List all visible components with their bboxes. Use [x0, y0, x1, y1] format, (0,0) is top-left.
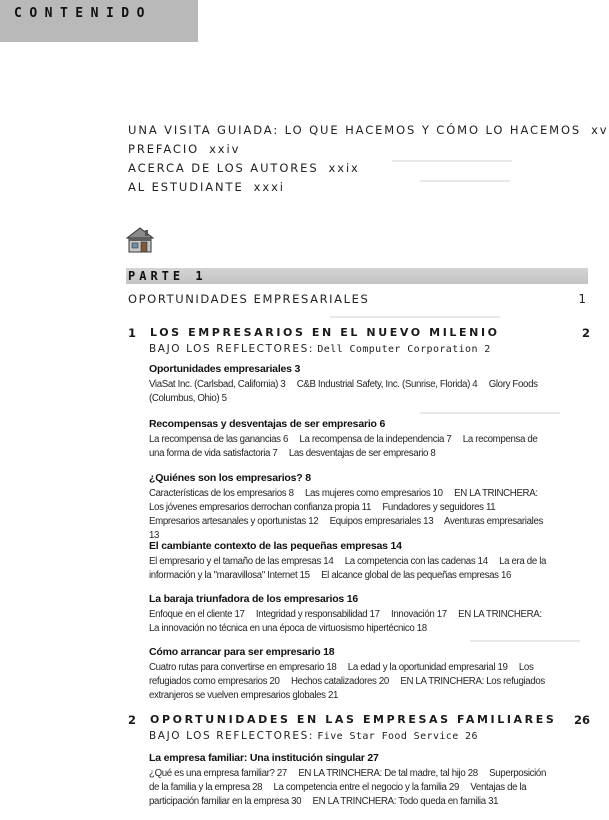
section-entry[interactable]: Hechos catalizadores 20: [290, 676, 389, 687]
section-entry[interactable]: Aventuras empresariales 13: [149, 516, 543, 541]
spotlight-company: Dell Computer Corporation 2: [317, 344, 491, 355]
section-title[interactable]: Recompensas y desventajas de ser empresario 6: [149, 418, 386, 430]
front-matter-item[interactable]: [128, 178, 588, 197]
section-entry[interactable]: Glory Foods (Columbus, Ohio) 5: [149, 379, 538, 404]
spotlight-company: Five Star Food Service 26: [317, 731, 478, 742]
section-title[interactable]: Oportunidades empresariales 3: [149, 363, 301, 375]
toc-section: [149, 418, 551, 461]
section-title[interactable]: Cómo arrancar para ser empresario 18: [149, 646, 335, 658]
section-entries: [149, 433, 551, 461]
chapter-page-number: 26: [573, 713, 590, 727]
part-heading-band: [126, 268, 588, 284]
section-entry[interactable]: EN LA TRINCHERA: Todo queda en familia 31: [312, 796, 499, 807]
front-matter-title: AL ESTUDIANTE: [128, 180, 244, 194]
section-entries: [149, 661, 551, 703]
bleed-through-mark: [470, 640, 580, 642]
section-entry[interactable]: Características de los empresarios 8: [149, 488, 294, 499]
section-entry[interactable]: Cuatro rutas para convertirse en empresario 18: [149, 662, 337, 673]
section-title[interactable]: La empresa familiar: Una institución singular 27: [149, 752, 379, 764]
section-title[interactable]: La baraja triunfadora de los empresarios 16: [149, 593, 359, 605]
chapter-1-spotlight[interactable]: [149, 343, 491, 355]
front-matter-list: [128, 121, 609, 197]
section-entries: [149, 608, 551, 636]
section-entry[interactable]: Enfoque en el cliente 17: [149, 609, 245, 620]
section-entry[interactable]: Integridad y responsabilidad 17: [255, 609, 380, 620]
chapter-2-heading[interactable]: [128, 713, 590, 729]
section-entry[interactable]: C&B Industrial Safety, Inc. (Sunrise, Florida) 4: [296, 379, 478, 390]
section-entry[interactable]: EN LA TRINCHERA: La innovación no técnica en una época de virtuosismo hipertécnico 18: [149, 609, 542, 634]
front-matter-title: ACERCA DE LOS AUTORES: [128, 161, 319, 175]
section-entry[interactable]: El empresario y el tamaño de las empresas 14: [149, 556, 334, 567]
header-band: [0, 0, 198, 42]
section-entries: [149, 555, 551, 583]
section-entry[interactable]: Ventajas de la participación familiar en la empresa 30: [149, 782, 527, 807]
section-entry[interactable]: Innovación 17: [391, 609, 447, 620]
bleed-through-mark: [330, 316, 500, 318]
toc-section: [149, 540, 551, 583]
chapter-title: OPORTUNIDADES EN LAS EMPRESAS FAMILIARES: [150, 713, 557, 726]
chapter-number: 1: [128, 326, 137, 340]
section-entry[interactable]: El alcance global de las pequeñas empresas 16: [321, 570, 512, 581]
section-entry[interactable]: Empresarios artesanales y oportunistas 12: [149, 516, 319, 527]
section-entry[interactable]: La recompensa de la independencia 7: [299, 434, 452, 445]
section-entry[interactable]: Los refugiados como empresarios 20: [149, 662, 534, 687]
section-entry[interactable]: La competencia con las cadenas 14: [344, 556, 488, 567]
toc-section: [149, 472, 551, 543]
page-title: CONTENIDO: [14, 6, 152, 21]
part-title[interactable]: OPORTUNIDADES EMPRESARIALES: [128, 292, 370, 306]
section-title[interactable]: El cambiante contexto de las pequeñas empresas 14: [149, 540, 402, 552]
section-entry[interactable]: Las mujeres como empresarios 10: [304, 488, 443, 499]
section-entries: [149, 487, 551, 543]
section-entry[interactable]: La recompensa de las ganancias 6: [149, 434, 289, 445]
chapter-number: 2: [128, 713, 137, 727]
storefront-icon: [125, 226, 155, 254]
spotlight-label: BAJO LOS REFLECTORES:: [149, 730, 315, 742]
chapter-1-heading[interactable]: [128, 326, 590, 342]
section-entry[interactable]: La competencia entre el negocio y la familia 29: [273, 782, 460, 793]
chapter-title: LOS EMPRESARIOS EN EL NUEVO MILENIO: [150, 326, 500, 339]
part-page-number: 1: [578, 292, 586, 306]
section-entry[interactable]: Las desventajas de ser empresario 8: [288, 448, 436, 459]
section-entry[interactable]: Superposición de la familia y la empresa 28: [149, 768, 546, 793]
part-label: PARTE 1: [128, 269, 207, 283]
front-matter-item[interactable]: [128, 121, 609, 140]
section-entry[interactable]: ¿Qué es una empresa familiar? 27: [149, 768, 287, 779]
section-entry[interactable]: Equipos empresariales 13: [329, 516, 434, 527]
spotlight-label: BAJO LOS REFLECTORES:: [149, 343, 315, 355]
front-matter-page: xv: [591, 123, 609, 137]
section-entry[interactable]: EN LA TRINCHERA: De tal madre, tal hijo 28: [298, 768, 478, 779]
front-matter-title: UNA VISITA GUIADA: LO QUE HACEMOS Y CÓMO LO HACEMOS: [128, 123, 582, 137]
toc-section: [149, 363, 551, 406]
section-entry[interactable]: EN LA TRINCHERA: Los jóvenes empresarios derrochan confianza propia 11: [149, 488, 538, 513]
front-matter-item[interactable]: [128, 159, 588, 178]
chapter-page-number: 2: [581, 326, 590, 340]
section-title[interactable]: ¿Quiénes son los empresarios? 8: [149, 472, 311, 484]
section-entry[interactable]: EN LA TRINCHERA: Los refugiados extranjeros se vuelven empresarios globales 21: [149, 676, 545, 701]
bleed-through-mark: [420, 412, 560, 414]
section-entries: [149, 767, 551, 809]
front-matter-page: xxiv: [209, 142, 241, 156]
front-matter-item[interactable]: [128, 140, 588, 159]
section-entry[interactable]: ViaSat Inc. (Carlsbad, California) 3: [149, 379, 286, 390]
section-entries: [149, 378, 551, 406]
section-entry[interactable]: La edad y la oportunidad empresarial 19: [347, 662, 508, 673]
front-matter-title: PREFACIO: [128, 142, 200, 156]
section-entry[interactable]: La recompensa de una forma de vida satisfactoria 7: [149, 434, 538, 459]
toc-section: [149, 593, 551, 636]
front-matter-page: xxxi: [253, 180, 285, 194]
front-matter-page: xxix: [328, 161, 360, 175]
section-entry[interactable]: La era de la información y la "maravillosa" Internet 15: [149, 556, 547, 581]
toc-section: [149, 752, 551, 809]
toc-section: [149, 646, 551, 703]
section-entry[interactable]: Fundadores y seguidores 11: [382, 502, 496, 513]
chapter-2-spotlight[interactable]: [149, 730, 478, 742]
